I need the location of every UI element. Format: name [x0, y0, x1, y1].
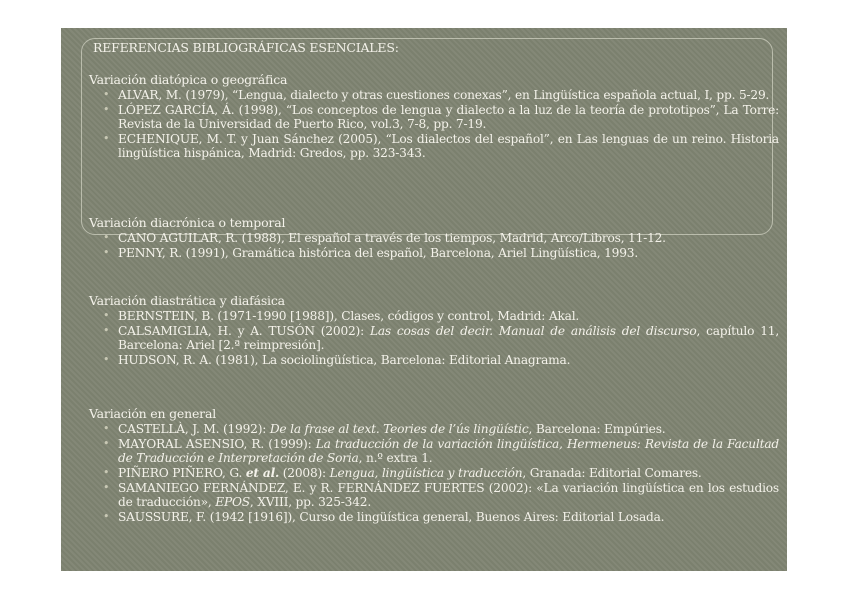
reference-item: • BERNSTEIN, B. (1971-1990 [1988]), Clases, códigos y control, Madrid: Akal.: [103, 309, 580, 323]
section-heading: Variación diacrónica o temporal: [89, 215, 286, 230]
bullet-icon: •: [103, 103, 110, 116]
slide: [61, 28, 787, 571]
slide-title: REFERENCIAS BIBLIOGRÁFICAS ESENCIALES:: [93, 40, 399, 55]
reference-item: • PIÑERO PIÑERO, G. et al. (2008): Lengua, lingüística y traducción, Granada: Editorial Comares.: [103, 466, 702, 480]
section-general: [89, 406, 779, 525]
section-heading: Variación en general: [89, 406, 216, 421]
bullet-icon: •: [103, 88, 110, 101]
reference-item: • ALVAR, M. (1979), “Lengua, dialecto y otras cuestiones conexas”, en Lingüística española actual, I, pp. 5-29.: [103, 88, 770, 102]
reference-item: • PENNY, R. (1991), Gramática histórica del español, Barcelona, Ariel Lingüística, 1993.: [103, 246, 639, 260]
bullet-icon: •: [103, 353, 110, 366]
section-diastratica: [89, 293, 779, 368]
reference-item: • ECHENIQUE, M. T. y Juan Sánchez (2005), “Los dialectos del español”, en Las lenguas de un reino. Historia lingüística hispánica, Madrid: Gredos, pp. 323-343.: [103, 132, 779, 160]
section-diacronica: [89, 215, 779, 261]
reference-item: • HUDSON, R. A. (1981), La sociolingüística, Barcelona: Editorial Anagrama.: [103, 353, 571, 367]
section-diatopica: [89, 72, 779, 161]
reference-item: • CASTELLÀ, J. M. (1992): De la frase al text. Teories de l’ús lingüístic, Barcelona: Empúries.: [103, 422, 666, 436]
section-heading: Variación diatópica o geográfica: [89, 72, 288, 87]
section-heading: Variación diastrática y diafásica: [89, 293, 285, 308]
reference-item: • MAYORAL ASENSIO, R. (1999): La traducción de la variación lingüística, Hermeneus: Revista de la Facultad de Traducción e Interpretación de Soria, n.º extra 1.: [103, 437, 779, 465]
bullet-icon: •: [103, 510, 110, 523]
reference-item: • SAMANIEGO FERNÁNDEZ, E. y R. FERNÁNDEZ FUERTES (2002): «La variación lingüística en los estudios de traducción», EPOS, XVIII, pp. 325-342.: [103, 481, 779, 509]
bullet-icon: •: [103, 481, 110, 494]
reference-item: • CALSAMIGLIA, H. y A. TUSÓN (2002): Las cosas del decir. Manual de análisis del discurso, capítulo 11, Barcelona: Ariel [2.ª reimpresión].: [103, 324, 779, 352]
bullet-icon: •: [103, 231, 110, 244]
reference-item: • LÓPEZ GARCÍA, Á. (1998), “Los conceptos de lengua y dialecto a la luz de la teoría de prototipos”, La Torre: Revista de la Universidad de Puerto Rico, vol.3, 7-8, pp. 7-19.: [103, 103, 779, 131]
bullet-icon: •: [103, 309, 110, 322]
bullet-icon: •: [103, 132, 110, 145]
bullet-icon: •: [103, 324, 110, 337]
reference-item: • CANO AGUILAR, R. (1988), El español a través de los tiempos, Madrid, Arco/Libros, 11-12.: [103, 231, 666, 245]
bullet-icon: •: [103, 466, 110, 479]
bullet-icon: •: [103, 246, 110, 259]
reference-item: • SAUSSURE, F. (1942 [1916]), Curso de lingüística general, Buenos Aires: Editorial Losada.: [103, 510, 665, 524]
bullet-icon: •: [103, 422, 110, 435]
bullet-icon: •: [103, 437, 110, 450]
